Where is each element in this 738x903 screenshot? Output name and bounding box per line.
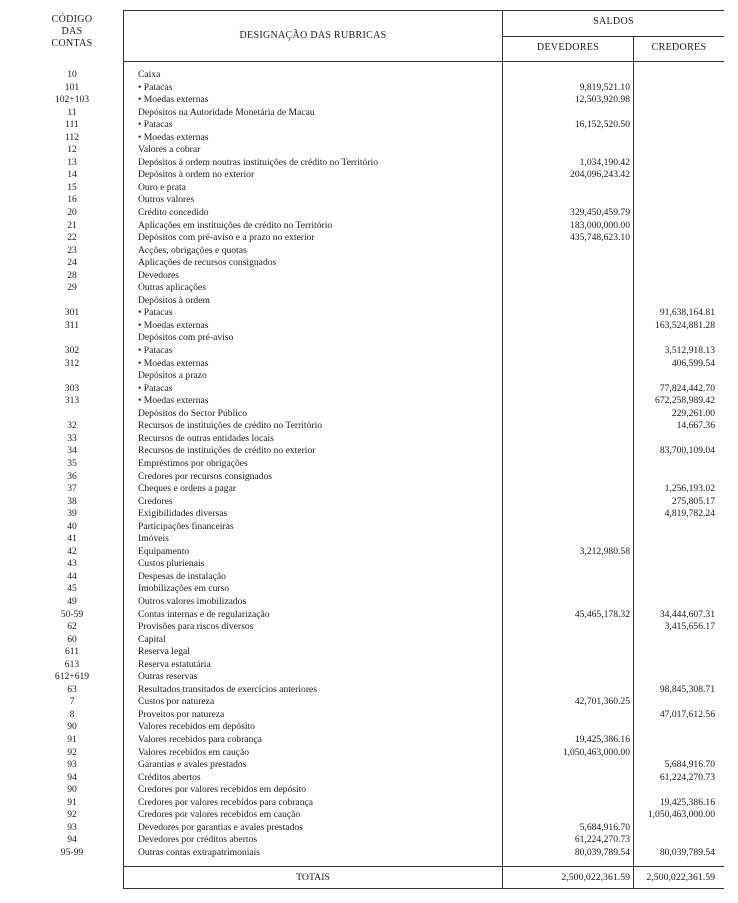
account-designation: Recursos de instituições de crédito no exterior — [138, 445, 316, 457]
debit-balance: 61,224,270.73 — [574, 834, 630, 846]
table-row — [22, 270, 724, 283]
table-row — [22, 433, 724, 446]
account-designation: Credores por valores recebidos em depósito — [138, 784, 307, 796]
code-header-line: CONTAS — [51, 38, 93, 49]
account-code: 15 — [67, 181, 77, 193]
account-code: 21 — [67, 219, 77, 231]
account-designation: Devedores por garantias e avales prestados — [138, 821, 303, 833]
account-designation: Reserva legal — [138, 646, 190, 658]
table-row — [22, 458, 724, 471]
account-code: 22 — [67, 232, 77, 244]
table-row — [22, 571, 724, 584]
account-designation: Reserva estatutária — [138, 658, 211, 670]
account-designation: • Patacas — [138, 345, 173, 357]
credit-balance: 47,017,612.56 — [659, 708, 715, 720]
table-row — [22, 408, 724, 421]
credit-balance: 80,039,789.54 — [659, 846, 715, 858]
totals-devedores: 2,500,022,361.59 — [561, 872, 630, 883]
table-row — [22, 747, 724, 760]
account-designation: Depósitos à ordem no exterior — [138, 169, 255, 181]
account-designation: Outros valores imobilizados — [138, 595, 247, 607]
debit-balance: 1,034,190.42 — [579, 156, 630, 168]
account-code: 24 — [67, 257, 77, 269]
credit-balance: 19,425,386.16 — [659, 796, 715, 808]
account-code: 12 — [67, 144, 77, 156]
header-bottom-rule — [123, 61, 724, 62]
credit-balance: 275,805.17 — [671, 495, 715, 507]
account-designation: Participações financeiras — [138, 520, 234, 532]
account-designation: • Moedas externas — [138, 395, 209, 407]
totals-top-rule — [123, 866, 724, 867]
table-row — [22, 621, 724, 634]
account-code: 13 — [67, 156, 77, 168]
table-row — [22, 307, 724, 320]
credit-balance: 406,599.54 — [671, 357, 715, 369]
account-code: 29 — [67, 282, 77, 294]
account-code: 303 — [64, 382, 80, 394]
debit-balance: 435,748,623.10 — [570, 232, 630, 244]
account-code: 35 — [67, 457, 77, 469]
table-row — [22, 169, 724, 182]
account-code: 7 — [69, 696, 75, 708]
account-designation: Cheques e ordens a pagar — [138, 483, 237, 495]
account-designation: Depósitos do Sector Público — [138, 407, 247, 419]
account-designation: Acções, obrigações e quotas — [138, 244, 247, 256]
account-code: 63 — [67, 683, 77, 695]
account-code: 14 — [67, 169, 77, 181]
table-row — [22, 508, 724, 521]
account-designation: Caixa — [138, 69, 161, 80]
table-row — [22, 144, 724, 157]
account-code: 34 — [67, 445, 77, 457]
account-code: 613 — [64, 658, 80, 670]
table-row — [22, 797, 724, 810]
account-designation: Depósitos com pré-aviso e a prazo no exterior — [138, 232, 315, 244]
code-header-line: CÓDIGO — [51, 14, 93, 25]
account-designation: Provisões para riscos diversos — [138, 621, 254, 633]
account-code: 11 — [67, 106, 77, 118]
account-designation: Custos plurienais — [138, 558, 205, 570]
account-designation: Imóveis — [138, 533, 169, 545]
table-row — [22, 634, 724, 647]
account-designation: Valores recebidos em caução — [138, 746, 250, 758]
account-code: 95-99 — [60, 846, 84, 858]
account-code: 611 — [64, 646, 80, 658]
account-code: 40 — [67, 520, 77, 532]
table-row — [22, 609, 724, 622]
table-row — [22, 94, 724, 107]
account-code: 112 — [64, 131, 80, 143]
table-row — [22, 320, 724, 333]
debit-balance: 329,450,459.79 — [570, 207, 630, 219]
account-designation: Outras contas extrapatrimoniais — [138, 846, 261, 858]
account-code: 90 — [67, 721, 77, 733]
table-row — [22, 370, 724, 383]
designation-header: DESIGNAÇÃO DAS RUBRICAS — [239, 30, 387, 41]
totals-label: TOTAIS — [296, 872, 330, 883]
account-designation: Valores recebidos para cobrança — [138, 733, 262, 745]
table-row — [22, 194, 724, 207]
table-row — [22, 834, 724, 847]
totals-row — [22, 868, 724, 888]
account-code: 20 — [67, 207, 77, 219]
table-row — [22, 734, 724, 747]
debit-balance: 45,465,178.32 — [574, 608, 630, 620]
credit-balance: 5,684,916.70 — [664, 759, 715, 771]
account-code: 39 — [67, 508, 77, 520]
account-designation: Devedores — [138, 269, 180, 281]
account-code: 8 — [69, 708, 75, 720]
table-row — [22, 383, 724, 396]
table-body — [22, 69, 724, 859]
table-row — [22, 496, 724, 509]
debit-balance: 12,503,920.98 — [574, 94, 630, 106]
debit-balance: 9,819,521.10 — [579, 81, 630, 93]
account-code: 50-59 — [60, 608, 84, 620]
table-row — [22, 245, 724, 258]
table-row — [22, 558, 724, 571]
credit-balance: 3,512,918.13 — [664, 345, 715, 357]
table-row — [22, 772, 724, 785]
account-code: 38 — [67, 495, 77, 507]
account-code: 102+103 — [54, 94, 90, 106]
credit-balance: 91,638,164.81 — [659, 307, 715, 319]
debit-balance: 80,039,789.54 — [574, 846, 630, 858]
account-designation: Recursos de instituições de crédito no Território — [138, 420, 323, 432]
devedores-header: DEVEDORES — [536, 42, 600, 53]
account-code: 311 — [64, 319, 80, 331]
table-top-rule — [123, 10, 724, 11]
debit-balance: 5,684,916.70 — [579, 821, 630, 833]
account-code: 28 — [67, 269, 77, 281]
totals-bottom-rule — [123, 888, 724, 889]
account-designation: Resultados transitados de exercícios anteriores — [138, 683, 318, 695]
credit-balance: 77,824,442.70 — [659, 382, 715, 394]
credit-balance: 229,261.00 — [671, 407, 715, 419]
account-code: 101 — [64, 81, 80, 93]
table-row — [22, 822, 724, 835]
table-row — [22, 471, 724, 484]
account-designation: • Moedas externas — [138, 94, 209, 106]
account-code: 33 — [67, 432, 77, 444]
table-row — [22, 257, 724, 270]
account-designation: Garantias e avales prestados — [138, 759, 247, 771]
account-code: 60 — [67, 633, 77, 645]
table-row — [22, 395, 724, 408]
account-designation: • Patacas — [138, 307, 173, 319]
account-code: 43 — [67, 558, 77, 570]
account-designation: Outras reservas — [138, 671, 198, 683]
credit-balance: 98,845,308.71 — [659, 683, 715, 695]
account-code: 42 — [67, 545, 77, 557]
debit-balance: 1,050,463,000.00 — [562, 746, 630, 758]
table-row — [22, 684, 724, 697]
table-row — [22, 583, 724, 596]
debit-balance: 183,000,000.00 — [570, 219, 630, 231]
account-code: 612+619 — [54, 671, 90, 683]
table-row — [22, 358, 724, 371]
table-row — [22, 646, 724, 659]
table-row — [22, 132, 724, 145]
account-code: 10 — [67, 69, 77, 80]
account-code: 37 — [67, 483, 77, 495]
account-code: 91 — [67, 733, 77, 745]
account-code: 36 — [67, 470, 77, 482]
credit-balance: 61,224,270.73 — [659, 771, 715, 783]
table-row — [22, 696, 724, 709]
account-code: 49 — [67, 595, 77, 607]
account-code: 93 — [67, 821, 77, 833]
table-row — [22, 182, 724, 195]
account-designation: • Patacas — [138, 119, 173, 131]
account-designation: Créditos abertos — [138, 771, 201, 783]
account-code: 111 — [65, 119, 79, 131]
account-designation: • Patacas — [138, 81, 173, 93]
debit-balance: 3,212,980.58 — [579, 545, 630, 557]
table-row — [22, 345, 724, 358]
credit-balance: 83,700,109.04 — [659, 445, 715, 457]
account-code: 32 — [67, 420, 77, 432]
table-row — [22, 445, 724, 458]
table-row — [22, 157, 724, 170]
credit-balance: 672,258,989.42 — [655, 395, 715, 407]
table-row — [22, 533, 724, 546]
account-code: 313 — [64, 395, 80, 407]
account-designation: Proveitos por natureza — [138, 708, 225, 720]
account-code: 302 — [64, 345, 80, 357]
debit-balance: 42,701,360.25 — [574, 696, 630, 708]
table-row — [22, 521, 724, 534]
table-row — [22, 282, 724, 295]
table-row — [22, 82, 724, 95]
saldos-rule — [502, 36, 724, 37]
table-row — [22, 671, 724, 684]
account-designation: Contas internas e de regularização — [138, 608, 270, 620]
account-code: 41 — [67, 533, 77, 545]
account-code: 44 — [67, 570, 77, 582]
credores-header: CREDORES — [651, 42, 707, 53]
account-designation: Ouro e prata — [138, 181, 186, 193]
account-code: 16 — [67, 194, 77, 206]
account-code: 92 — [67, 746, 77, 758]
account-code: 62 — [67, 621, 77, 633]
account-designation: Equipamento — [138, 545, 190, 557]
account-code: 94 — [67, 771, 77, 783]
account-designation: • Moedas externas — [138, 131, 209, 143]
table-row — [22, 119, 724, 132]
table-row — [22, 332, 724, 345]
account-designation: Outros valores — [138, 194, 195, 206]
account-designation: Depósitos a prazo — [138, 370, 207, 382]
account-designation: • Moedas externas — [138, 357, 209, 369]
account-code: 312 — [64, 357, 80, 369]
code-header — [22, 14, 122, 50]
account-designation: Valores recebidos em depósito — [138, 721, 255, 733]
code-header-line: DAS — [61, 26, 83, 37]
credit-balance: 14,667.36 — [676, 420, 715, 432]
account-designation: Despesas de instalação — [138, 570, 226, 582]
credit-balance: 1,050,463,000.00 — [647, 809, 715, 821]
credit-balance: 1,256,193.02 — [664, 483, 715, 495]
table-row — [22, 483, 724, 496]
account-designation: Crédito concedido — [138, 207, 209, 219]
debit-balance: 19,425,386.16 — [574, 733, 630, 745]
account-designation: Valores a cobrar — [138, 144, 201, 156]
account-designation: • Patacas — [138, 382, 173, 394]
account-designation: Capital — [138, 633, 166, 645]
balance-sheet-table — [22, 10, 724, 890]
credit-balance: 4,819,782.24 — [664, 508, 715, 520]
account-designation: Custos por natureza — [138, 696, 215, 708]
table-row — [22, 659, 724, 672]
table-row — [22, 809, 724, 822]
table-row — [22, 295, 724, 308]
table-row — [22, 220, 724, 233]
account-designation: Recursos de outras entidades locais — [138, 432, 274, 444]
account-code: 301 — [64, 307, 80, 319]
account-code: 91 — [67, 796, 77, 808]
credit-balance: 3,415,656.17 — [664, 621, 715, 633]
table-row — [22, 847, 724, 860]
account-designation: Credores por recursos consignados — [138, 470, 273, 482]
table-row — [22, 784, 724, 797]
debit-balance: 204,096,243.42 — [570, 169, 630, 181]
table-row — [22, 709, 724, 722]
account-designation: Depósitos à ordem noutras instituições de crédito no Território — [138, 156, 379, 168]
account-code: 93 — [67, 759, 77, 771]
account-code: 94 — [67, 834, 77, 846]
account-designation: Depósitos na Autoridade Monetária de Macau — [138, 106, 315, 118]
saldos-header: SALDOS — [593, 16, 634, 27]
account-designation: Credores — [138, 495, 173, 507]
account-designation: Aplicações de recursos consignados — [138, 257, 277, 269]
account-code: 23 — [67, 244, 77, 256]
table-row — [22, 420, 724, 433]
account-code: 92 — [67, 809, 77, 821]
debit-balance: 16,152,520.50 — [574, 119, 630, 131]
account-designation: Credores por valores recebidos em caução — [138, 809, 301, 821]
account-designation: Credores por valores recebidos para cobrança — [138, 796, 314, 808]
table-row — [22, 232, 724, 245]
account-designation: Devedores por créditos abertos — [138, 834, 258, 846]
account-designation: • Moedas externas — [138, 319, 209, 331]
table-row — [22, 107, 724, 120]
account-code: 90 — [67, 784, 77, 796]
table-row — [22, 207, 724, 220]
totals-credores: 2,500,022,361.59 — [646, 872, 715, 883]
account-designation: Empréstimos por obrigações — [138, 457, 248, 469]
table-row — [22, 721, 724, 734]
account-designation: Imobilizações em curso — [138, 583, 230, 595]
account-designation: Depósitos com pré-aviso — [138, 332, 234, 344]
credit-balance: 34,444,607.31 — [659, 608, 715, 620]
account-designation: Outras aplicações — [138, 282, 206, 294]
table-row — [22, 546, 724, 559]
account-designation: Exigibilidades diversas — [138, 508, 228, 520]
account-code: 45 — [67, 583, 77, 595]
table-row — [22, 759, 724, 772]
account-designation: Depósitos à ordem — [138, 294, 210, 306]
table-row — [22, 69, 724, 82]
account-designation: Aplicações em instituições de crédito no Território — [138, 219, 333, 231]
credit-balance: 163,524,881.28 — [655, 319, 715, 331]
table-row — [22, 596, 724, 609]
